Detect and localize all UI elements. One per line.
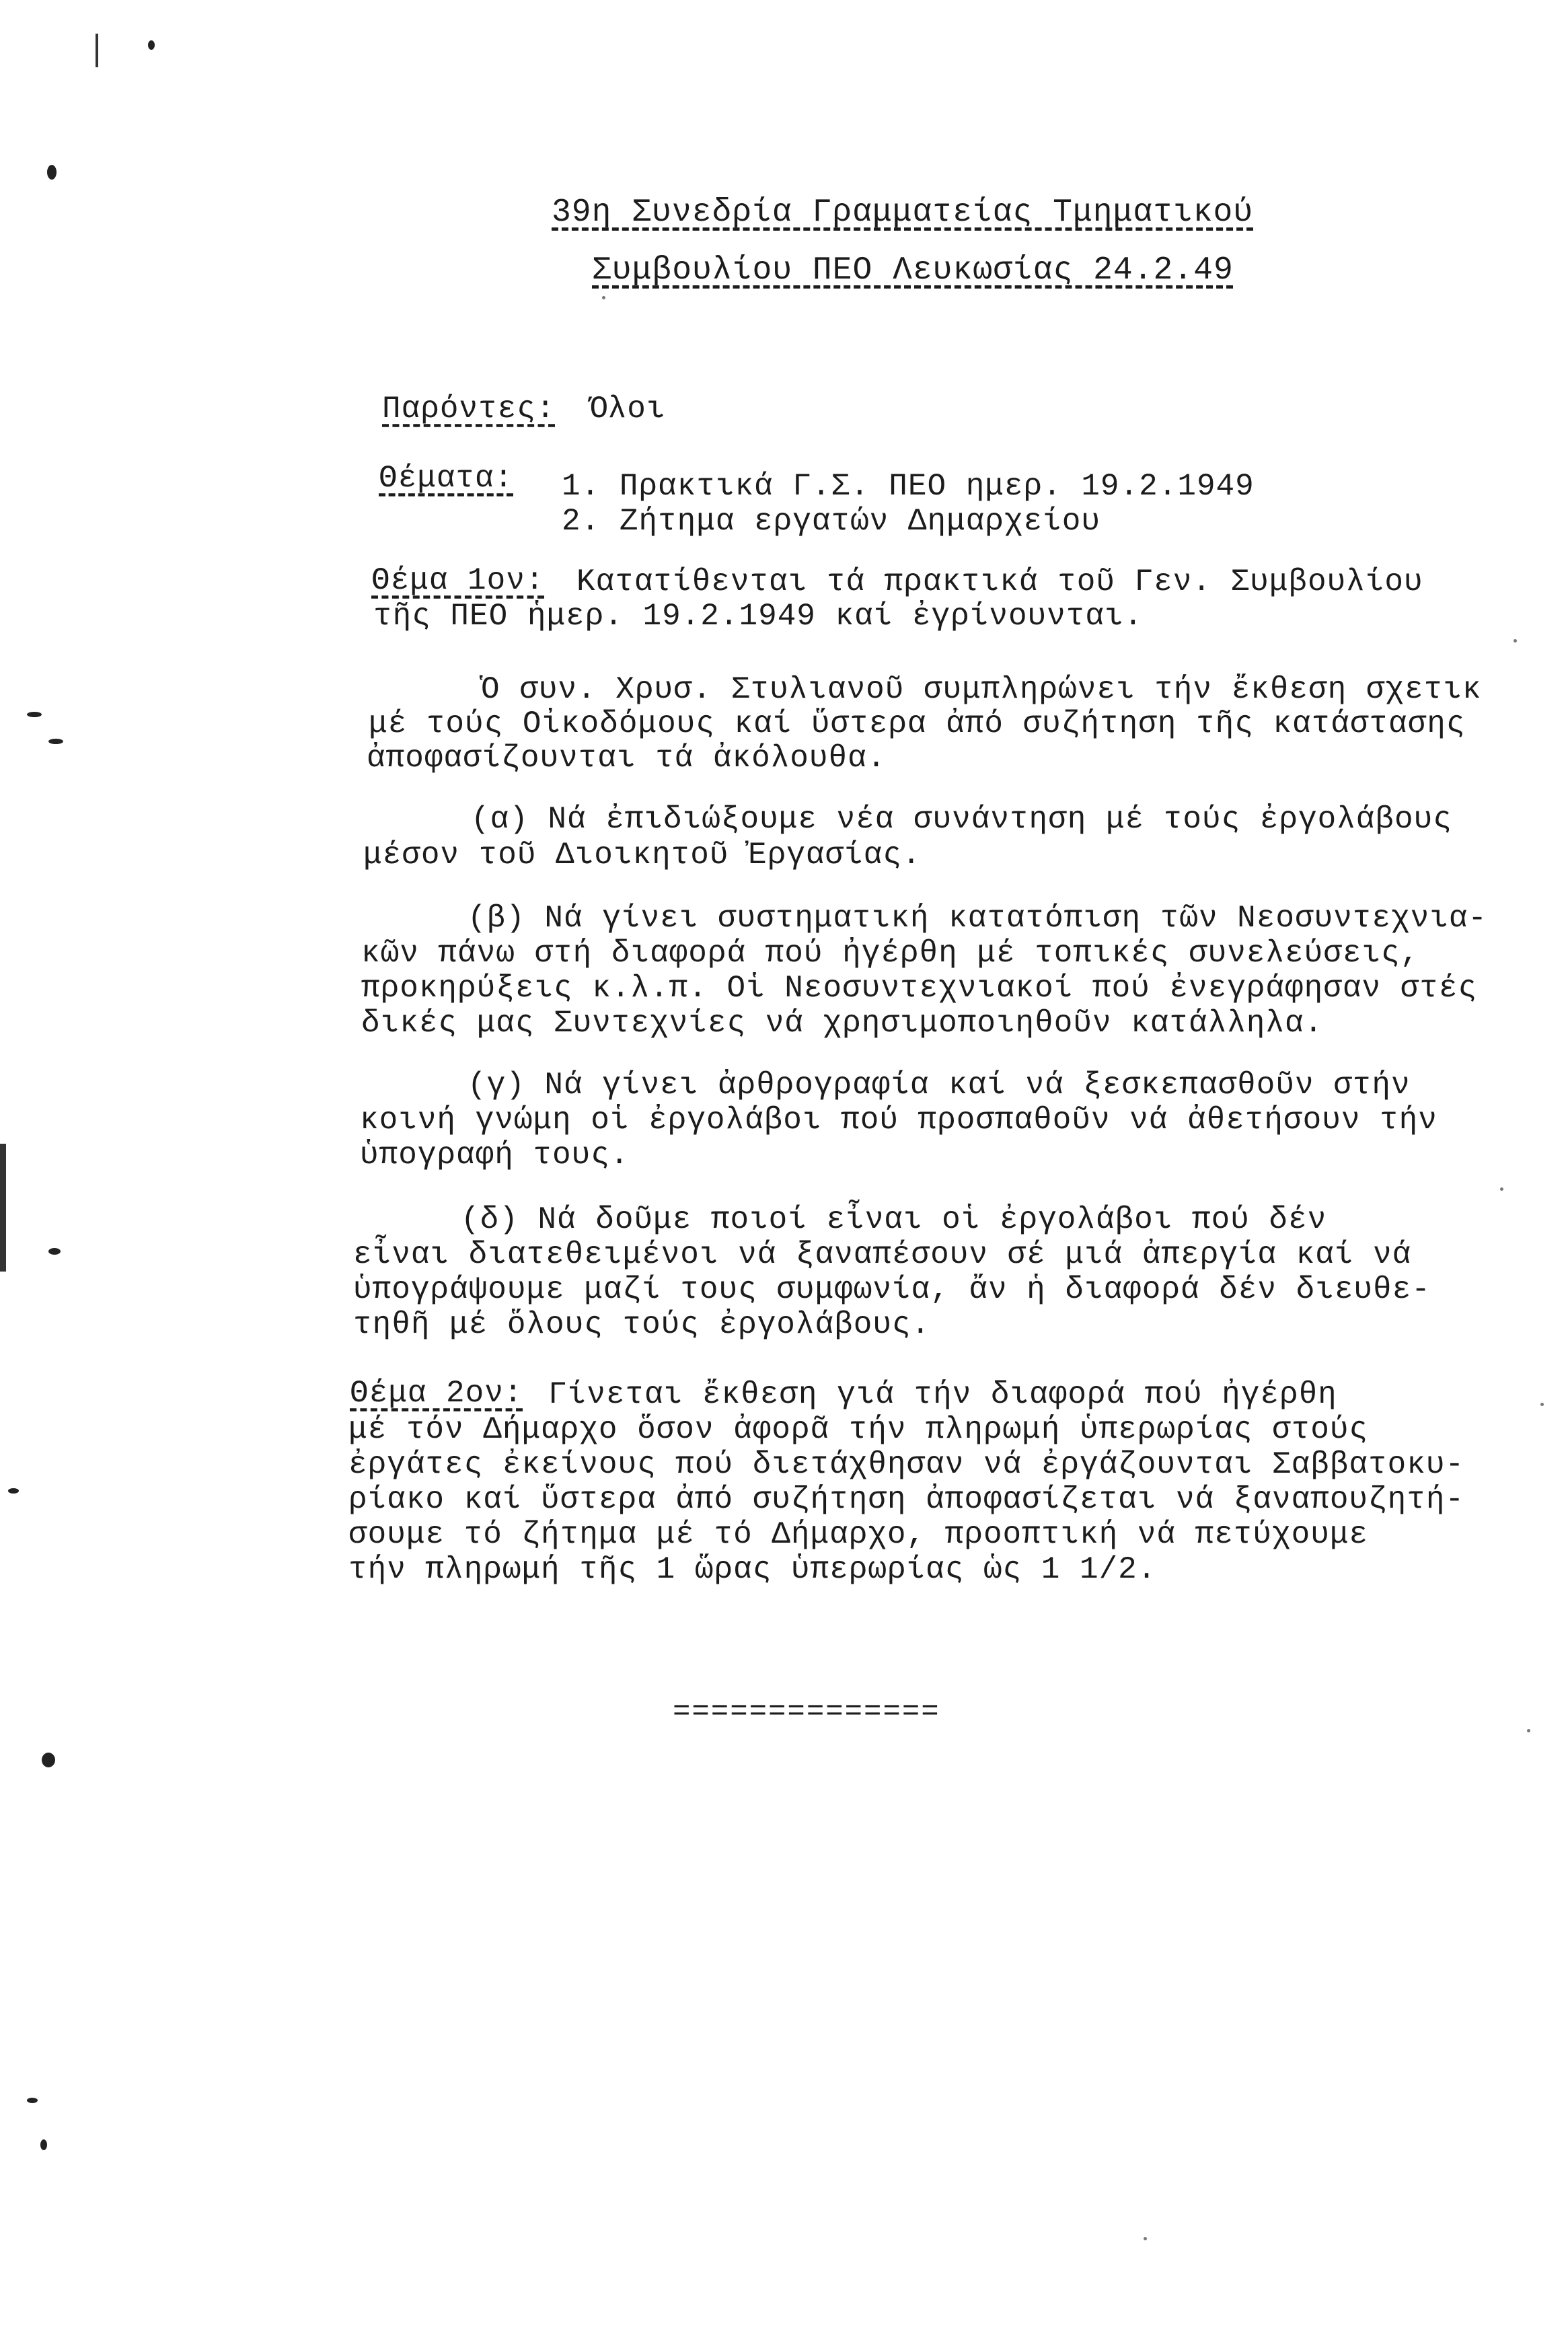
document-title-line-1: 39η Συνεδρία Γραμματείας Τμηματικού bbox=[552, 194, 1254, 231]
item2-line: Γίνεται ἔκθεση γιά τήν διαφορά πού ἠγέρθη bbox=[548, 1377, 1337, 1412]
scan-mark bbox=[47, 165, 57, 180]
paragraph-d-line: εἶναι διατεθειμένοι νά ξαναπέσουν σέ μιά ἀπεργία καί νά bbox=[353, 1237, 1412, 1272]
scan-dot bbox=[1514, 639, 1517, 642]
scan-dot bbox=[1144, 2237, 1147, 2240]
intro-line: ἀποφασίζουνται τά ἀκόλουθα. bbox=[367, 741, 887, 776]
scan-mark bbox=[42, 1753, 55, 1767]
intro-line: μέ τούς Οἰκοδόμους καί ὕστερα ἀπό συζήτηση τῆς κατάστασης bbox=[369, 706, 1466, 741]
scan-dot bbox=[1540, 1403, 1544, 1406]
paragraph-a-line: (α) Νά ἐπιδιώξουμε νέα συνάντηση μέ τούς ἐργολάβους bbox=[471, 802, 1452, 837]
document-title-line-2: Συμβουλίου ΠΕΟ Λευκωσίας 24.2.49 bbox=[592, 252, 1234, 289]
scan-mark bbox=[0, 1144, 6, 1272]
paragraph-b-line: δικές μας Συντεχνίες νά χρησιμοποιηθοῦν κατάλληλα. bbox=[361, 1006, 1324, 1041]
topics-label: Θέματα: bbox=[379, 461, 514, 496]
paragraph-b-line: (β) Νά γίνει συστηματική κατατόπιση τῶν Νεοσυντεχνια- bbox=[468, 901, 1488, 936]
end-separator: ============== bbox=[673, 1695, 940, 1729]
paragraph-d-line: (δ) Νά δοῦμε ποιοί εἶναι οἱ ἐργολάβοι πού δέν bbox=[461, 1202, 1327, 1237]
present-label: Παρόντες: bbox=[382, 392, 556, 427]
paragraph-d-line: τηθῆ μέ ὅλους τούς ἐργολάβους. bbox=[353, 1307, 931, 1342]
scan-mark bbox=[148, 40, 155, 50]
scan-mark bbox=[8, 1488, 19, 1494]
item2-line: τήν πληρωμή τῆς 1 ὥρας ὑπερωρίας ὡς 1 1/2. bbox=[348, 1552, 1157, 1587]
item2-line: σουμε τό ζήτημα μέ τό Δήμαρχο, προοπτική νά πετύχουμε bbox=[348, 1517, 1369, 1552]
paragraph-a-line: μέσον τοῦ Διοικητοῦ Ἐργασίας. bbox=[363, 838, 922, 873]
topic-item: 2. Ζήτημα εργατών Δημαρχείου bbox=[562, 504, 1100, 539]
item2-line: ἐργάτες ἐκείνους πού διετάχθησαν νά ἐργάζουνται Σαββατοκυ- bbox=[348, 1447, 1465, 1482]
paragraph-c-line: (γ) Νά γίνει ἀρθρογραφία καί νά ξεσκεπασθοῦν στήν bbox=[468, 1068, 1411, 1103]
scan-mark bbox=[27, 712, 42, 717]
paragraph-d-line: ὑπογράψουμε μαζί τους συμφωνία, ἄν ἡ διαφορά δέν διευθε- bbox=[353, 1272, 1431, 1307]
topic-item: 1. Πρακτικά Γ.Σ. ΠΕΟ ημερ. 19.2.1949 bbox=[562, 469, 1255, 504]
item2-line: ρίακο καί ὕστερα ἀπό συζήτηση ἀποφασίζεται νά ξαναπουζητή- bbox=[348, 1482, 1465, 1517]
scan-mark bbox=[96, 34, 98, 67]
scan-dot bbox=[602, 296, 605, 299]
scan-mark bbox=[48, 1248, 61, 1255]
paragraph-c-line: ὑπογραφή τους. bbox=[360, 1138, 630, 1173]
scan-mark bbox=[27, 2098, 38, 2103]
scan-mark bbox=[48, 739, 63, 744]
item1-line: τῆς ΠΕΟ ἡμερ. 19.2.1949 καί ἐγρίνουνται. bbox=[373, 599, 1144, 634]
item2-line: μέ τόν Δήμαρχο ὅσον ἀφορᾶ τήν πληρωμή ὑπερωρίας στούς bbox=[348, 1412, 1369, 1447]
item1-label: Θέμα 1ον: bbox=[371, 563, 545, 598]
item2-label: Θέμα 2ον: bbox=[350, 1376, 523, 1411]
item1-line: Κατατίθενται τά πρακτικά τοῦ Γεν. Συμβουλίου bbox=[576, 564, 1423, 599]
paragraph-c-line: κοινή γνώμη οἱ ἐργολάβοι πού προσπαθοῦν νά ἀθετήσουν τήν bbox=[360, 1103, 1438, 1138]
paragraph-b-line: προκηρύξεις κ.λ.π. Οἱ Νεοσυντεχνιακοί πού ἐνεγράφησαν στές bbox=[361, 971, 1478, 1006]
scan-dot bbox=[1527, 1729, 1530, 1732]
paragraph-b-line: κῶν πάνω στή διαφορά πού ἠγέρθη μέ τοπικές συνελεύσεις, bbox=[361, 936, 1420, 971]
present-value: Όλοι bbox=[589, 392, 666, 427]
scan-mark bbox=[40, 2139, 47, 2150]
scan-dot bbox=[1500, 1187, 1503, 1191]
intro-line: Ὁ συν. Χρυσ. Στυλιανοῦ συμπληρώνει τήν ἔκθεση σχετικ bbox=[481, 672, 1482, 707]
